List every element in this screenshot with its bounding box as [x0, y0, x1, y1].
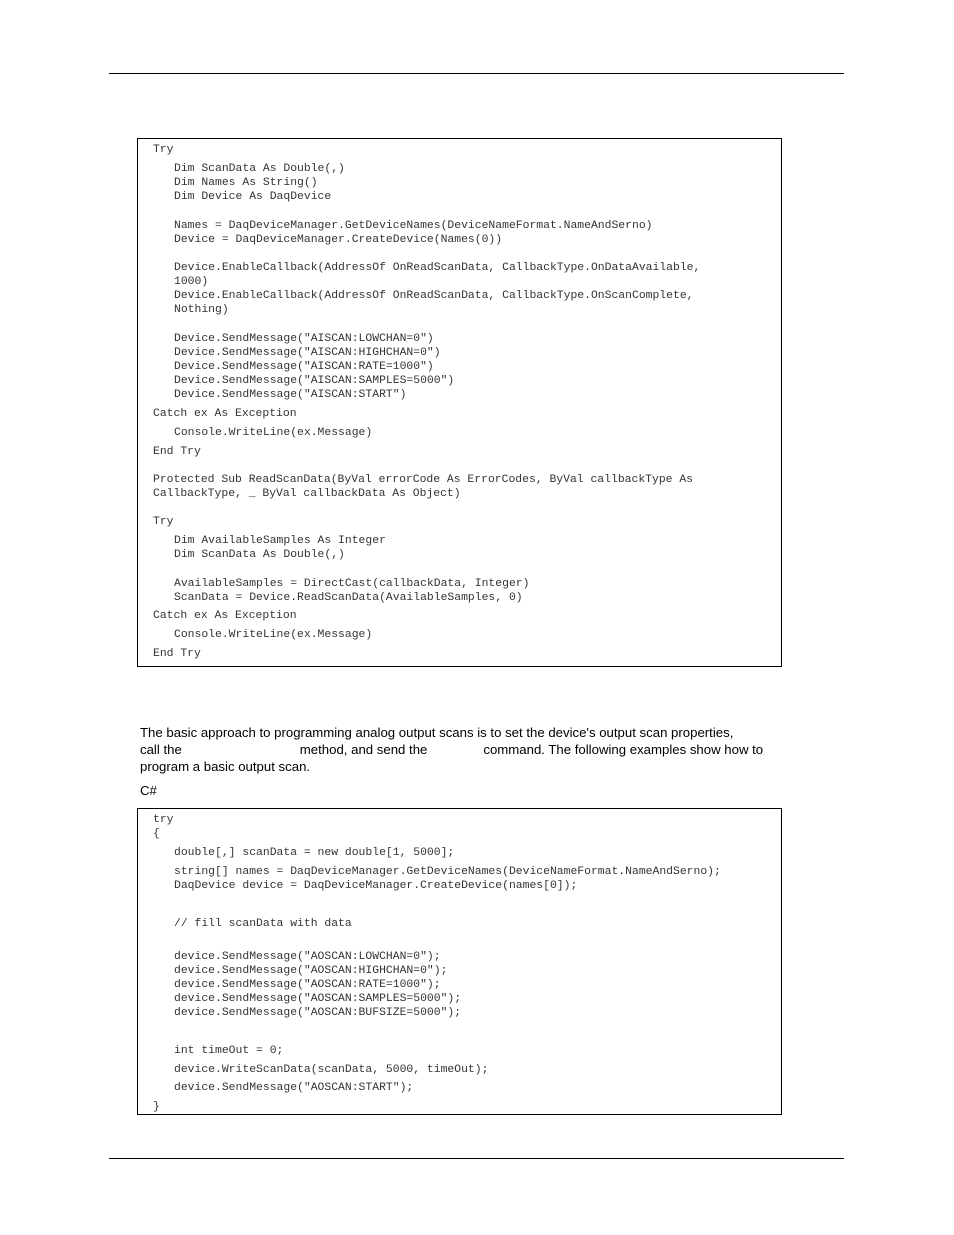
code-line: Console.WriteLine(ex.Message) — [174, 629, 373, 641]
code-line: device.SendMessage("AOSCAN:RATE=1000"); — [174, 979, 441, 991]
code-line: device.SendMessage("AOSCAN:HIGHCHAN=0"); — [174, 965, 448, 977]
code-line: Device.SendMessage("AISCAN:SAMPLES=5000") — [174, 375, 455, 387]
code-line: device.SendMessage("AOSCAN:SAMPLES=5000"); — [174, 993, 462, 1005]
code-line: Catch ex As Exception — [153, 408, 297, 420]
code-line: Device.EnableCallback(AddressOf OnReadScanData, CallbackType.OnDataAvailable, — [174, 262, 701, 274]
code-line: Nothing) — [174, 304, 229, 316]
code-line: device.SendMessage("AOSCAN:LOWCHAN=0"); — [174, 951, 441, 963]
code-line: Try — [153, 516, 174, 528]
code-line: Catch ex As Exception — [153, 610, 297, 622]
code-line: Dim Names As String() — [174, 177, 318, 189]
code-line: ScanData = Device.ReadScanData(AvailableSamples, 0) — [174, 592, 523, 604]
footer-rule — [109, 1158, 844, 1159]
code-line: AvailableSamples = DirectCast(callbackData, Integer) — [174, 578, 530, 590]
intro-paragraph — [140, 724, 840, 775]
code-line: Device.SendMessage("AISCAN:LOWCHAN=0") — [174, 333, 434, 345]
code-line: Dim ScanData As Double(,) — [174, 549, 345, 561]
code-line: Device.SendMessage("AISCAN:RATE=1000") — [174, 361, 434, 373]
code-line: string[] names = DaqDeviceManager.GetDeviceNames(DeviceNameFormat.NameAndSerno); — [174, 866, 721, 878]
code-line: Device.SendMessage("AISCAN:HIGHCHAN=0") — [174, 347, 441, 359]
code-line: Dim ScanData As Double(,) — [174, 163, 345, 175]
code-line: Dim AvailableSamples As Integer — [174, 535, 386, 547]
paragraph-text: program a basic output scan. — [140, 759, 311, 774]
code-line: Protected Sub ReadScanData(ByVal errorCode As ErrorCodes, ByVal callbackType As — [153, 474, 694, 486]
code-line: // fill scanData with data — [174, 918, 352, 930]
code-line: Device = DaqDeviceManager.CreateDevice(Names(0)) — [174, 234, 503, 246]
code-line: Device.EnableCallback(AddressOf OnReadScanData, CallbackType.OnScanComplete, — [174, 290, 694, 302]
code-line: 1000) — [174, 276, 209, 288]
vb-code-block — [137, 138, 782, 667]
paragraph-text: command. The following examples show how to — [483, 742, 764, 757]
paragraph-text: method, and send the — [299, 742, 428, 757]
code-line: int timeOut = 0; — [174, 1045, 284, 1057]
code-line: device.SendMessage("AOSCAN:BUFSIZE=5000"); — [174, 1007, 462, 1019]
code-line: device.WriteScanData(scanData, 5000, timeOut); — [174, 1064, 489, 1076]
code-line: End Try — [153, 446, 201, 458]
csharp-label: C# — [140, 783, 157, 798]
csharp-code-block — [137, 808, 782, 1115]
code-line: } — [153, 1101, 160, 1113]
code-line: Names = DaqDeviceManager.GetDeviceNames(DeviceNameFormat.NameAndSerno) — [174, 220, 653, 232]
paragraph-text: call the — [140, 742, 182, 757]
code-line: device.SendMessage("AOSCAN:START"); — [174, 1082, 414, 1094]
code-line: DaqDevice device = DaqDeviceManager.CreateDevice(names[0]); — [174, 880, 578, 892]
code-line: double[,] scanData = new double[1, 5000]; — [174, 847, 455, 859]
paragraph-text: The basic approach to programming analog output scans is to set the device's output scan properties, — [140, 725, 734, 740]
code-line: { — [153, 828, 160, 840]
header-rule — [109, 73, 844, 74]
code-line: CallbackType, _ ByVal callbackData As Object) — [153, 488, 461, 500]
code-line: End Try — [153, 648, 201, 660]
code-line: Device.SendMessage("AISCAN:START") — [174, 389, 407, 401]
code-line: try — [153, 814, 174, 826]
code-line: Console.WriteLine(ex.Message) — [174, 427, 373, 439]
code-line: Try — [153, 144, 174, 156]
code-line: Dim Device As DaqDevice — [174, 191, 332, 203]
